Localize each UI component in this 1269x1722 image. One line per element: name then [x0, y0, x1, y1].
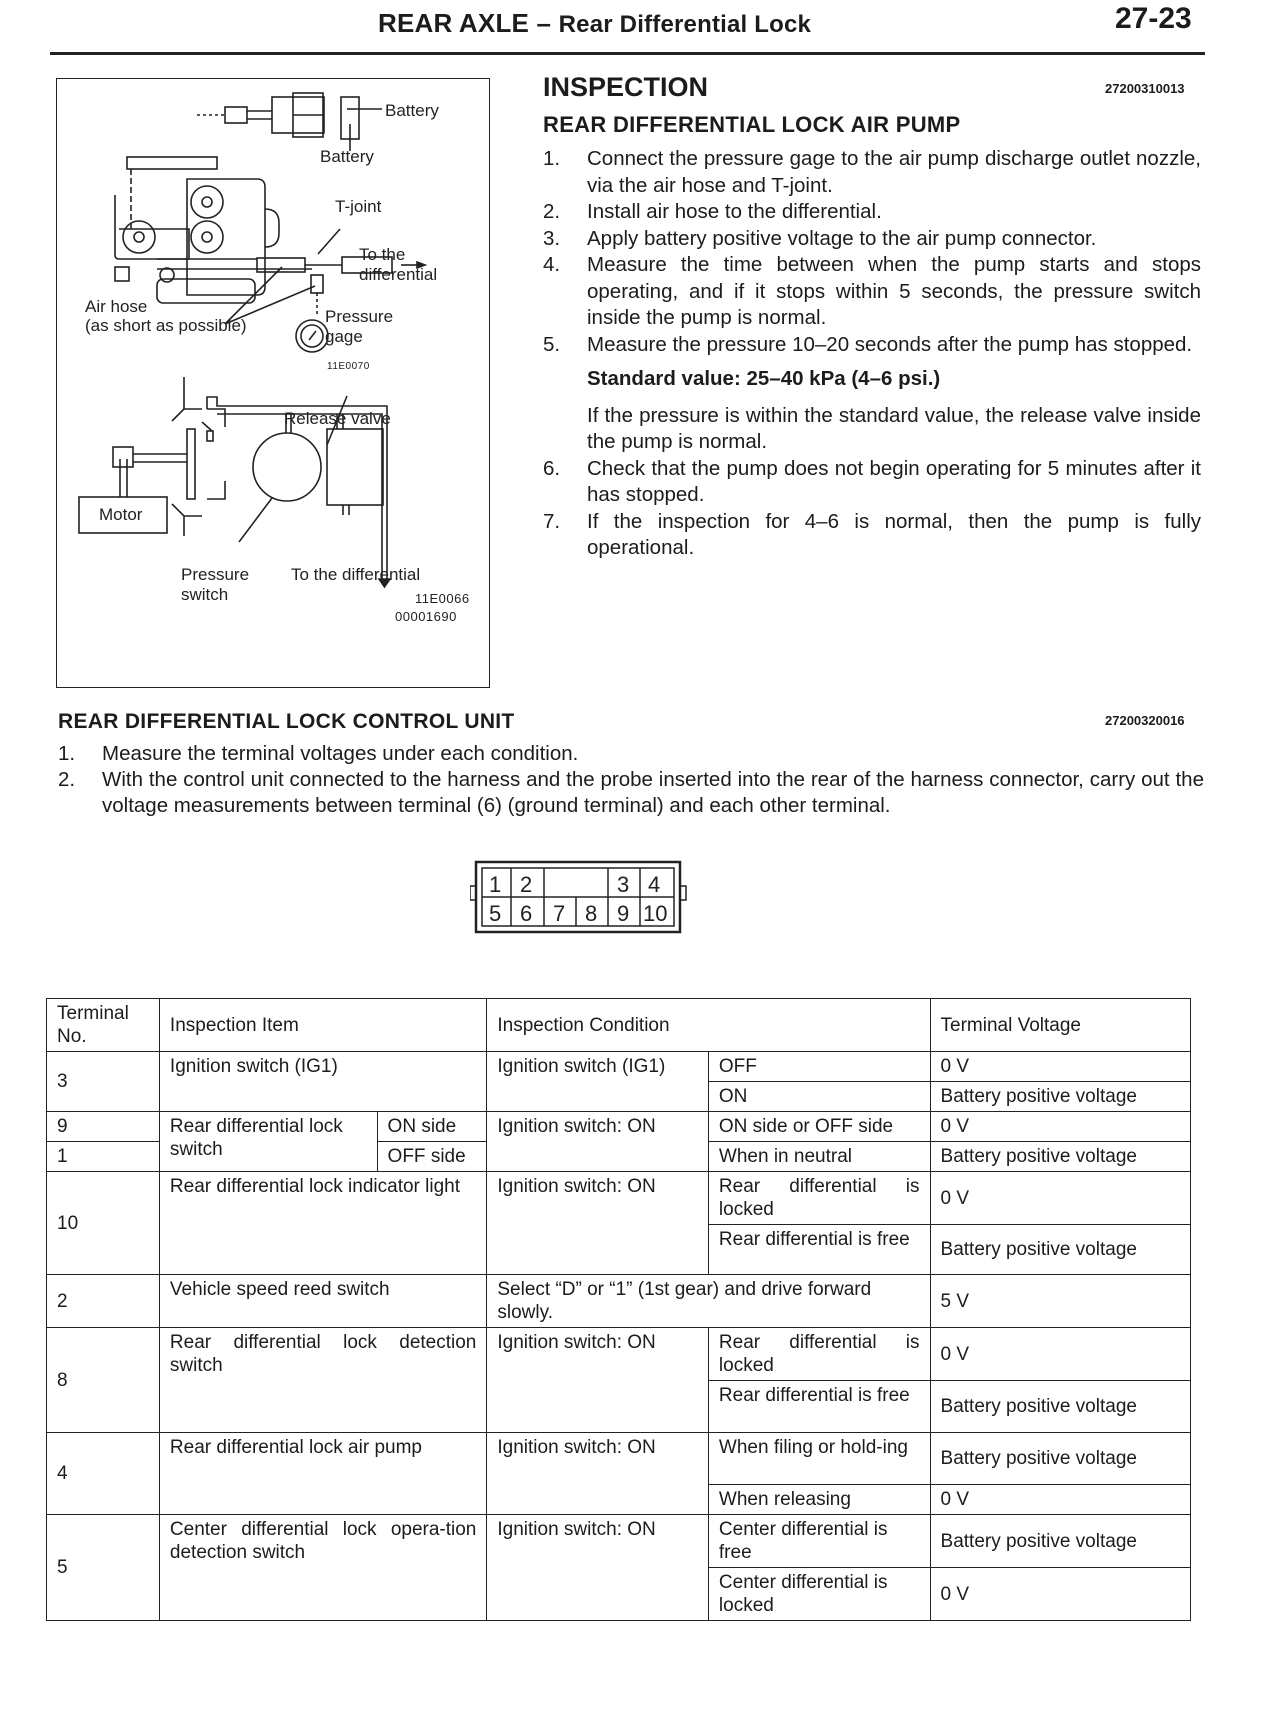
terminal-number: 9 — [47, 1112, 160, 1142]
inspection-condition: Ignition switch: ON — [487, 1172, 709, 1275]
step-number: 5. — [543, 332, 561, 356]
inspection-item: Vehicle speed reed switch — [159, 1275, 486, 1328]
terminal-voltage: 0 V — [930, 1052, 1190, 1082]
control-unit-ref-code: 27200320016 — [1105, 713, 1185, 728]
table-header-row — [47, 999, 1191, 1052]
header-condition: Inspection Condition — [487, 999, 930, 1052]
header-rule — [50, 52, 1205, 55]
label-battery-right: Battery — [385, 101, 439, 120]
standard-value-note: If the pressure is within the standard value, the release valve inside the pump is normal. — [587, 403, 1201, 453]
table-row — [47, 1515, 1191, 1568]
connector-diagram — [470, 860, 690, 940]
sub-condition: When filing or hold-ing — [708, 1433, 930, 1485]
inspection-item: Rear differential lock detection switch — [159, 1328, 486, 1433]
label-motor: Motor — [99, 505, 143, 524]
figure-code: 11E0070 — [327, 361, 370, 372]
terminal-voltage: 0 V — [930, 1328, 1190, 1381]
sub-condition: ON side or OFF side — [708, 1112, 930, 1142]
inspection-title: INSPECTION — [543, 72, 709, 102]
step-text: Measure the pressure 10–20 seconds after the pump has stopped. — [587, 332, 1193, 356]
label-to-differential: To the differential — [359, 245, 438, 284]
step-number: 1. — [543, 147, 561, 170]
connector-plug-icon — [197, 93, 382, 151]
pin-label: 8 — [585, 901, 598, 926]
terminal-voltage: 0 V — [930, 1112, 1190, 1142]
terminal-voltage: 0 V — [930, 1485, 1190, 1515]
terminal-voltage: Battery positive voltage — [930, 1433, 1190, 1485]
step-number: 2. — [58, 768, 76, 791]
step-item — [543, 199, 1201, 226]
standard-value: Standard value: 25–40 kPa (4–6 psi.) — [587, 367, 941, 390]
pressure-gage-icon — [296, 320, 328, 352]
pin-label: 4 — [648, 872, 661, 897]
control-unit-steps — [58, 741, 1204, 819]
pin-label: 10 — [643, 901, 668, 926]
label-air-hose-note: (as short as possible) — [85, 316, 247, 335]
step-text: Connect the pressure gage to the air pump discharge outlet nozzle, via the air hose and T-joint. — [587, 147, 1201, 197]
inspection-condition: Ignition switch: ON — [487, 1433, 709, 1515]
pin-label: 9 — [617, 901, 630, 926]
step-text: With the control unit connected to the harness and the probe inserted into the rear of the harness connector, carry out the voltage measurements between terminal (6) (ground terminal) and each other terminal. — [102, 768, 1204, 817]
step-item — [543, 226, 1201, 253]
inspection-steps — [543, 146, 1201, 562]
pin-label: 7 — [553, 901, 566, 926]
label-pressure-switch: Pressure switch — [181, 565, 250, 604]
page-number: 27-23 — [1115, 2, 1192, 35]
air-pump-subtitle: REAR DIFFERENTIAL LOCK AIR PUMP — [543, 112, 961, 137]
sub-condition: Rear differential is free — [708, 1381, 930, 1433]
step-item — [58, 767, 1204, 819]
inspection-table — [46, 998, 1191, 1621]
control-unit-title: REAR DIFFERENTIAL LOCK CONTROL UNIT — [58, 710, 515, 733]
label-battery-bottom: Battery — [320, 147, 374, 166]
inspection-condition: Ignition switch: ON — [487, 1328, 709, 1433]
inspection-item: Rear differential lock indicator light — [159, 1172, 486, 1275]
step-text: Apply battery positive voltage to the air pump connector. — [587, 226, 1097, 250]
sub-condition: Center differential is free — [708, 1515, 930, 1568]
terminal-number: 1 — [47, 1142, 160, 1172]
terminal-voltage: 0 V — [930, 1568, 1190, 1621]
sub-condition: When in neutral — [708, 1142, 930, 1172]
step-number: 4. — [543, 253, 561, 276]
terminal-voltage: Battery positive voltage — [930, 1515, 1190, 1568]
section-name: REAR AXLE — [378, 8, 530, 38]
table-row — [47, 1328, 1191, 1381]
terminal-voltage: 0 V — [930, 1172, 1190, 1225]
label-pressure-gage: Pressure gage — [325, 307, 394, 346]
terminal-number: 4 — [47, 1433, 160, 1515]
terminal-number: 3 — [47, 1052, 160, 1112]
step-number: 3. — [543, 226, 561, 250]
sub-condition: OFF — [708, 1052, 930, 1082]
step-item — [58, 741, 1204, 767]
inspection-condition: Ignition switch: ON — [487, 1112, 709, 1172]
subsection-name: Rear Differential Lock — [558, 11, 812, 38]
terminal-voltage: Battery positive voltage — [930, 1381, 1190, 1433]
table-row — [47, 1433, 1191, 1485]
inspection-item: Center differential lock opera-tion detection switch — [159, 1515, 486, 1621]
header-terminal: Terminal No. — [47, 999, 160, 1052]
pin-label: 6 — [520, 901, 533, 926]
label-t-joint: T-joint — [335, 197, 382, 216]
title-dash: – — [536, 8, 552, 38]
page-header-title — [378, 8, 811, 39]
step-number: 7. — [543, 509, 561, 533]
step-item — [543, 252, 1201, 332]
inspection-item: Rear differential lock switch — [159, 1112, 377, 1172]
header-item: Inspection Item — [159, 999, 486, 1052]
table-row — [47, 1052, 1191, 1082]
step-item — [543, 332, 1201, 359]
terminal-voltage: 5 V — [930, 1275, 1190, 1328]
step-text: If the inspection for 4–6 is normal, then the pump is fully operational. — [587, 509, 1201, 559]
step-text: Measure the time between when the pump starts and stops operating, and if it stops within 5 seconds, the pressure switch inside the pump is normal. — [587, 253, 1201, 329]
inspection-item: Rear differential lock air pump — [159, 1433, 486, 1515]
switch-side: OFF side — [377, 1142, 487, 1172]
label-to-differential-2: To the differential — [291, 565, 421, 584]
switch-side: ON side — [377, 1112, 487, 1142]
step-number: 2. — [543, 200, 561, 223]
sub-condition: Rear differential is free — [708, 1225, 930, 1275]
pin-label: 2 — [520, 872, 533, 897]
sub-condition: When releasing — [708, 1485, 930, 1515]
step-item — [543, 146, 1201, 199]
table-row — [47, 1275, 1191, 1328]
figure-box — [56, 78, 490, 688]
terminal-number: 5 — [47, 1515, 160, 1621]
label-release-valve: Release valve — [284, 409, 391, 428]
figure-code-3: 00001690 — [395, 609, 457, 624]
step-number: 6. — [543, 456, 561, 480]
inspection-condition: Ignition switch (IG1) — [487, 1052, 709, 1112]
figure-code-2: 11E0066 — [415, 591, 470, 606]
table-row — [47, 1112, 1191, 1142]
inspection-item: Ignition switch (IG1) — [159, 1052, 486, 1112]
sub-condition: Center differential is locked — [708, 1568, 930, 1621]
terminal-number: 8 — [47, 1328, 160, 1433]
step-text: Check that the pump does not begin operating for 5 minutes after it has stopped. — [587, 456, 1201, 506]
inspection-condition: Ignition switch: ON — [487, 1515, 709, 1621]
header-voltage: Terminal Voltage — [930, 999, 1190, 1052]
sub-condition: ON — [708, 1082, 930, 1112]
pin-label: 5 — [489, 901, 502, 926]
label-air-hose: Air hose — [85, 297, 148, 316]
pin-label: 1 — [489, 872, 502, 897]
terminal-voltage: Battery positive voltage — [930, 1225, 1190, 1275]
terminal-voltage: Battery positive voltage — [930, 1142, 1190, 1172]
pump-body-icon — [115, 157, 312, 303]
step-text: Install air hose to the differential. — [587, 200, 882, 223]
inspection-ref-code: 27200310013 — [1105, 81, 1185, 96]
table-row — [47, 1172, 1191, 1225]
step-number: 1. — [58, 742, 76, 765]
terminal-number: 2 — [47, 1275, 160, 1328]
step-item — [543, 509, 1201, 562]
terminal-number: 10 — [47, 1172, 160, 1275]
step-item — [543, 456, 1201, 509]
sub-condition: Rear differential is locked — [708, 1172, 930, 1225]
inspection-condition: Select “D” or “1” (1st gear) and drive forward slowly. — [487, 1275, 930, 1328]
step-text: Measure the terminal voltages under each condition. — [102, 742, 579, 765]
sub-condition: Rear differential is locked — [708, 1328, 930, 1381]
pin-label: 3 — [617, 872, 630, 897]
terminal-voltage: Battery positive voltage — [930, 1082, 1190, 1112]
